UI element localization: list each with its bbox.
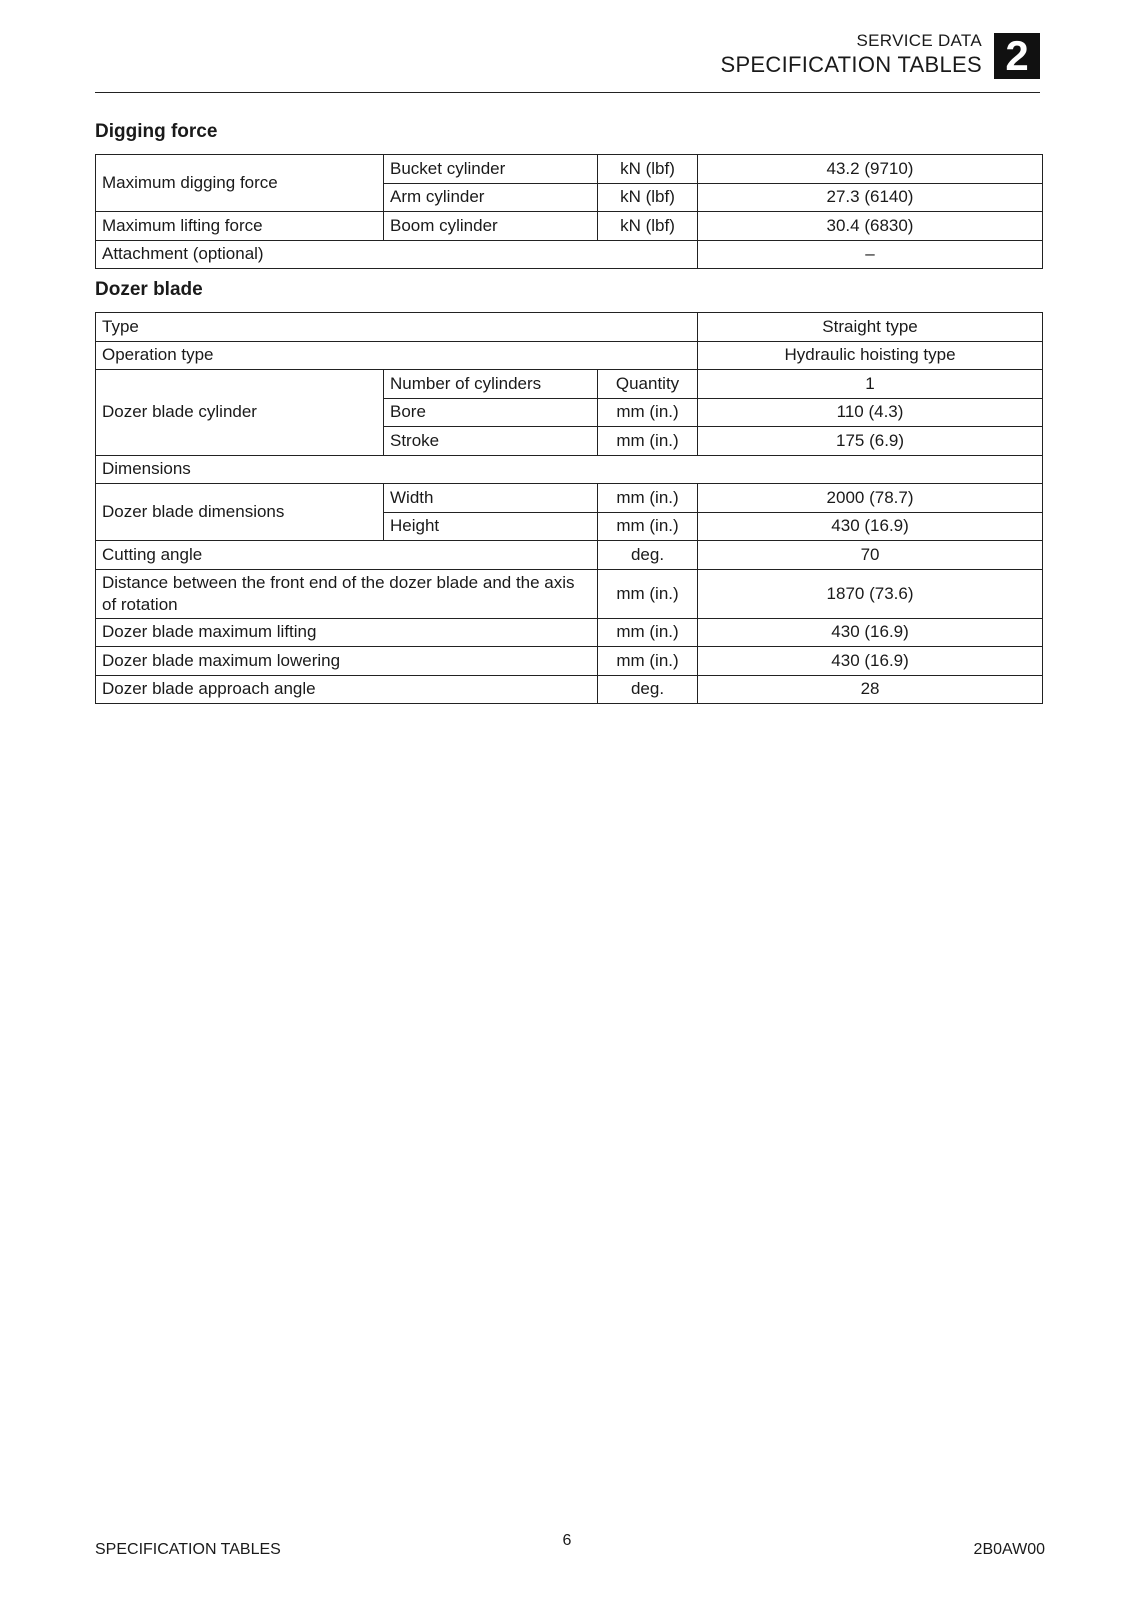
row-sublabel: Bucket cylinder bbox=[384, 155, 598, 184]
table-row bbox=[96, 155, 1043, 184]
row-value: – bbox=[698, 240, 1043, 269]
table-row bbox=[96, 484, 1043, 513]
row-sublabel: Arm cylinder bbox=[384, 183, 598, 212]
header-subtitle: SERVICE DATA bbox=[856, 31, 982, 50]
row-label: Dozer blade cylinder bbox=[96, 370, 384, 456]
row-value: 30.4 (6830) bbox=[698, 212, 1043, 241]
dozer-blade-table bbox=[95, 312, 1043, 704]
row-value: 110 (4.3) bbox=[698, 398, 1043, 427]
footer-document-code: 2B0AW00 bbox=[973, 1541, 1045, 1558]
row-value: 43.2 (9710) bbox=[698, 155, 1043, 184]
row-value: 1 bbox=[698, 370, 1043, 399]
row-label: Distance between the front end of the dozer blade and the axis of rotation bbox=[96, 569, 598, 618]
row-label: Cutting angle bbox=[96, 541, 598, 570]
row-value: 2000 (78.7) bbox=[698, 484, 1043, 513]
row-sublabel: Bore bbox=[384, 398, 598, 427]
row-label: Maximum digging force bbox=[96, 155, 384, 212]
section-title-digging-force: Digging force bbox=[95, 121, 218, 142]
row-unit: mm (in.) bbox=[598, 427, 698, 456]
digging-force-table bbox=[95, 154, 1043, 269]
row-label: Dozer blade approach angle bbox=[96, 675, 598, 704]
row-sublabel: Boom cylinder bbox=[384, 212, 598, 241]
table-row bbox=[96, 212, 1043, 241]
row-unit: mm (in.) bbox=[598, 398, 698, 427]
row-unit: Quantity bbox=[598, 370, 698, 399]
table-row bbox=[96, 618, 1043, 647]
table-row bbox=[96, 541, 1043, 570]
dimensions-heading: Dimensions bbox=[96, 455, 1043, 484]
table-row bbox=[96, 341, 1043, 370]
table-row bbox=[96, 240, 1043, 269]
page-header bbox=[95, 30, 1040, 93]
row-label: Maximum lifting force bbox=[96, 212, 384, 241]
row-unit: kN (lbf) bbox=[598, 155, 698, 184]
row-unit: deg. bbox=[598, 675, 698, 704]
row-unit: mm (in.) bbox=[598, 569, 698, 618]
row-value: 430 (16.9) bbox=[698, 647, 1043, 676]
footer-section-name: SPECIFICATION TABLES bbox=[95, 1541, 281, 1558]
table-row bbox=[96, 455, 1043, 484]
page-number: 6 bbox=[562, 1532, 572, 1549]
row-value: Straight type bbox=[698, 313, 1043, 342]
row-value: 1870 (73.6) bbox=[698, 569, 1043, 618]
row-label: Dozer blade maximum lifting bbox=[96, 618, 598, 647]
row-unit: mm (in.) bbox=[598, 647, 698, 676]
row-sublabel: Number of cylinders bbox=[384, 370, 598, 399]
header-text bbox=[720, 30, 982, 78]
row-label: Type bbox=[96, 313, 698, 342]
table-row bbox=[96, 647, 1043, 676]
row-label: Attachment (optional) bbox=[96, 240, 698, 269]
row-value: 430 (16.9) bbox=[698, 512, 1043, 541]
table-row bbox=[96, 370, 1043, 399]
section-title-dozer-blade: Dozer blade bbox=[95, 279, 203, 300]
row-unit: mm (in.) bbox=[598, 484, 698, 513]
row-label: Dozer blade dimensions bbox=[96, 484, 384, 541]
table-row bbox=[96, 675, 1043, 704]
row-unit: mm (in.) bbox=[598, 512, 698, 541]
row-value: 430 (16.9) bbox=[698, 618, 1043, 647]
table-row bbox=[96, 313, 1043, 342]
header-title: SPECIFICATION TABLES bbox=[720, 52, 982, 77]
row-value: 70 bbox=[698, 541, 1043, 570]
row-sublabel: Stroke bbox=[384, 427, 598, 456]
row-unit: deg. bbox=[598, 541, 698, 570]
row-label: Dozer blade maximum lowering bbox=[96, 647, 598, 676]
row-value: 175 (6.9) bbox=[698, 427, 1043, 456]
row-unit: kN (lbf) bbox=[598, 212, 698, 241]
row-sublabel: Height bbox=[384, 512, 598, 541]
row-label: Operation type bbox=[96, 341, 698, 370]
row-value: 28 bbox=[698, 675, 1043, 704]
row-unit: mm (in.) bbox=[598, 618, 698, 647]
row-unit: kN (lbf) bbox=[598, 183, 698, 212]
row-value: Hydraulic hoisting type bbox=[698, 341, 1043, 370]
table-row bbox=[96, 569, 1043, 618]
row-sublabel: Width bbox=[384, 484, 598, 513]
chapter-badge: 2 bbox=[994, 33, 1040, 79]
row-value: 27.3 (6140) bbox=[698, 183, 1043, 212]
